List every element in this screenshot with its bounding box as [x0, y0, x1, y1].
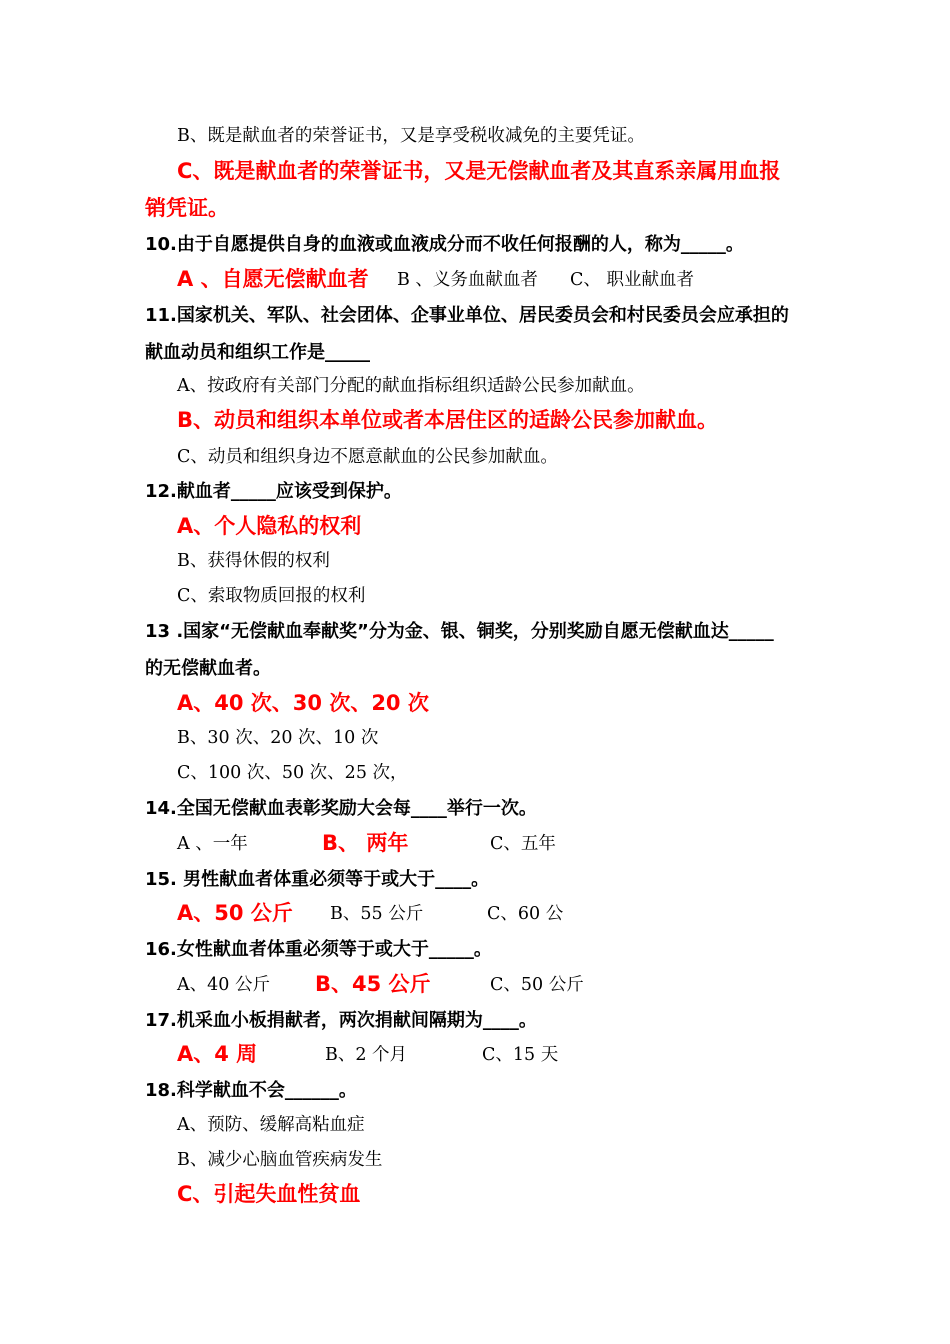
- q16-option-c: C、50 公斤: [490, 975, 584, 995]
- q11-question: 11.国家机关、军队、社会团体、企事业单位、居民委员会和村民委员会应承担的: [145, 305, 789, 326]
- q9-option-c-answer-cont: 销凭证。: [145, 196, 229, 220]
- q17-option-c: C、15 天: [482, 1045, 559, 1065]
- q17-option-b: B、2 个月: [325, 1045, 408, 1065]
- q14-option-b-answer: B、 两年: [322, 831, 409, 855]
- q12-option-b: B、获得休假的权利: [177, 551, 330, 571]
- q13-option-a-answer: A、40 次、30 次、20 次: [177, 691, 429, 715]
- q12-option-a-answer: A、个人隐私的权利: [177, 514, 362, 538]
- q14-question: 14.全国无偿献血表彰奖励大会每____举行一次。: [145, 798, 537, 819]
- q9-option-b: B、既是献血者的荣誉证书，又是享受税收减免的主要凭证。: [177, 126, 645, 146]
- q13-question-cont: 的无偿献血者。: [145, 658, 271, 679]
- q9-option-c-answer: C、既是献血者的荣誉证书，又是无偿献血者及其直系亲属用血报: [177, 159, 781, 183]
- q15-question: 15. 男性献血者体重必须等于或大于____。: [145, 869, 490, 890]
- q17-question: 17.机采血小板捐献者，两次捐献间隔期为____。: [145, 1010, 537, 1031]
- q13-question: 13 .国家“无偿献血奉献奖”分为金、银、铜奖，分别奖励自愿无偿献血达_____: [145, 621, 774, 642]
- q14-option-a: A 、一年: [177, 834, 248, 854]
- q14-option-c: C、五年: [490, 834, 556, 854]
- q10-question: 10.由于自愿提供自身的血液或血液成分而不收任何报酬的人，称为_____。: [145, 234, 744, 255]
- q10-option-b: B 、义务血献血者: [397, 270, 538, 290]
- q18-option-c-answer: C、引起失血性贫血: [177, 1182, 361, 1206]
- q15-option-a-answer: A、50 公斤: [177, 901, 293, 925]
- q18-question: 18.科学献血不会______。: [145, 1080, 357, 1101]
- q15-option-b: B、55 公斤: [330, 904, 424, 924]
- q12-question: 12.献血者_____应该受到保护。: [145, 481, 402, 502]
- q13-option-b: B、30 次、20 次、10 次: [177, 728, 379, 748]
- q18-option-a: A、预防、缓解高粘血症: [177, 1115, 365, 1135]
- q15-option-c: C、60 公: [487, 904, 564, 924]
- q12-option-c: C、索取物质回报的权利: [177, 586, 366, 606]
- q11-question-cont: 献血动员和组织工作是_____: [145, 342, 370, 363]
- q11-option-b-answer: B、动员和组织本单位或者本居住区的适龄公民参加献血。: [177, 408, 719, 432]
- q16-option-a: A、40 公斤: [177, 975, 270, 995]
- q17-option-a-answer: A、4 周: [177, 1042, 258, 1066]
- q11-option-c: C、动员和组织身边不愿意献血的公民参加献血。: [177, 447, 558, 467]
- q10-option-a-answer: A 、自愿无偿献血者: [177, 267, 369, 291]
- q16-option-b-answer: B、45 公斤: [315, 972, 431, 996]
- q11-option-a: A、按政府有关部门分配的献血指标组织适龄公民参加献血。: [177, 376, 645, 396]
- q18-option-b: B、减少心脑血管疾病发生: [177, 1150, 383, 1170]
- q13-option-c: C、100 次、50 次、25 次，: [177, 763, 408, 783]
- q16-question: 16.女性献血者体重必须等于或大于_____。: [145, 939, 492, 960]
- q10-option-c: C、 职业献血者: [570, 270, 694, 290]
